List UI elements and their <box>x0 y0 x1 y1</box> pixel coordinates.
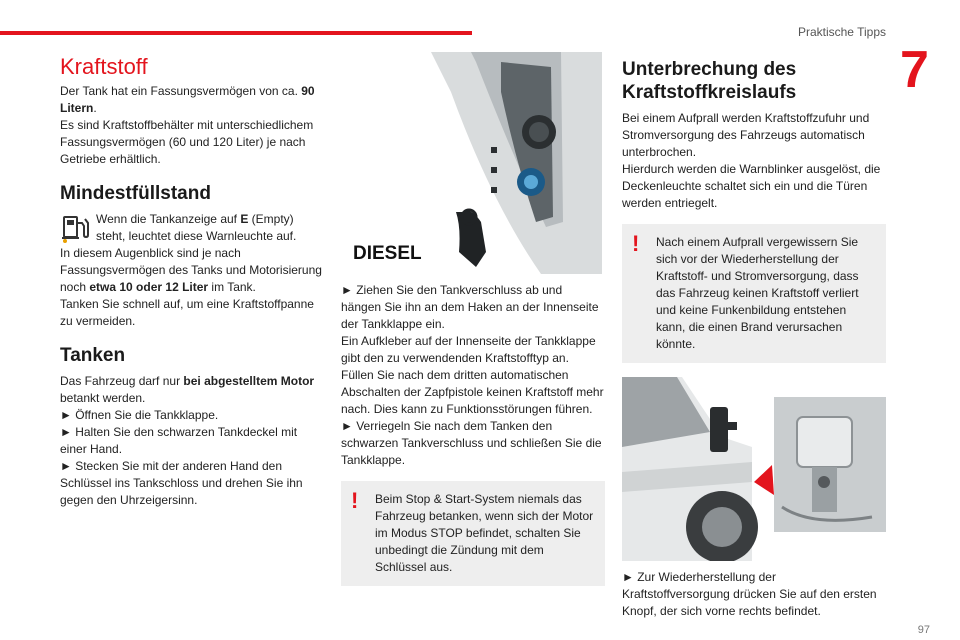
tanken-step-1: ► Öffnen Sie die Tankklappe. <box>60 408 219 422</box>
page-number: 97 <box>917 624 930 636</box>
column-right <box>622 58 886 620</box>
section-title-unterbrechung: Unterbrechung des Kraftstoffkreislaufs <box>622 59 797 103</box>
section-title-kraftstoff: Kraftstoff <box>60 54 148 79</box>
text-block-2: Hierdurch werden die Warnblinker ausgelöst, die Deckenleuchte schaltet sich ein und die Türen werden entriegelt. <box>622 162 881 210</box>
column-left <box>60 54 322 509</box>
warning-text: Beim Stop & Start-System niemals das Fahrzeug betanken, wenn sich der Motor im Modus STOP befindet, schalten Sie unbedingt die Zündung mit dem Schlüssel aus. <box>375 492 594 574</box>
header-accent-bar <box>0 31 472 35</box>
min-level-text-2: In diesem Augenblick sind je nach Fassungsvermögen des Tanks und Motorisierung noch etwa 10 oder 12 Liter im Tank. <box>60 246 322 294</box>
text-block-3: ► Zur Wiederherstellung der Kraftstoffversorgung drücken Sie auf den ersten Knopf, der sich vorne rechts befindet. <box>622 570 877 618</box>
diesel-label: DIESEL <box>353 243 422 264</box>
fuel-flap-illustration <box>341 52 602 274</box>
intro-text: Der Tank hat ein Fassungsvermögen von ca. 90 Litern. <box>60 84 315 115</box>
text-block-4: ► Verriegeln Sie nach dem Tanken den schwarzen Tankverschluss und schließen Sie die Tankklappe. <box>341 419 602 467</box>
text-block-3: Füllen Sie nach dem dritten automatischen Abschalten der Zapfpistole keinen Kraftstoff mehr nach. Dies kann zu Funktionsstörungen führen. <box>341 368 604 416</box>
warning-exclamation-icon: ! <box>351 488 359 513</box>
text-block-2: Ein Aufkleber auf der Innenseite der Tankklappe gibt den zu verwendenden Kraftstofftyp an. <box>341 334 596 365</box>
van-photo <box>622 377 886 561</box>
fuel-warning-row <box>60 211 322 245</box>
warning-box-crash <box>622 224 886 363</box>
intro-text-2: Es sind Kraftstoffbehälter mit unterschiedlichem Fassungsvermögen (60 und 120 Liter) je nach Getriebe erhältlich. <box>60 118 314 166</box>
section-title-tanken: Tanken <box>60 345 126 366</box>
section-title-mindestfuellstand: Mindestfüllstand <box>60 183 211 204</box>
tanken-text: Das Fahrzeug darf nur bei abgestelltem Motor betankt werden. <box>60 374 315 405</box>
warning-box-stop-start <box>341 481 605 586</box>
text-block-1: Bei einem Aufprall werden Kraftstoffzufuhr und Stromversorgung des Fahrzeugs automatisch unterbrochen. <box>622 111 870 159</box>
min-level-text-3: Tanken Sie schnell auf, um eine Kraftstoffpanne zu vermeiden. <box>60 297 314 328</box>
warning-exclamation-icon: ! <box>632 231 640 256</box>
chapter-number: 7 <box>900 41 929 99</box>
header-section-title: Praktische Tipps <box>797 25 886 39</box>
warning-text: Nach einem Aufprall vergewissern Sie sich vor der Wiederherstellung der Kraftstoff- und Stromversorgung, dass das Fahrzeug keinen Kraftstoff verliert und keine Funkenbildung entstehen kann, die einen Brand verursachen könnte. <box>656 235 859 351</box>
min-level-text: Wenn die Tankanzeige auf E (Empty) steht, leuchtet diese Warnleuchte auf. <box>96 212 297 243</box>
fuel-flap-photo <box>341 52 602 274</box>
tanken-step-2: ► Halten Sie den schwarzen Tankdeckel mit einer Hand. <box>60 425 298 456</box>
column-middle <box>341 52 605 586</box>
fuel-pump-icon <box>60 211 92 243</box>
van-illustration <box>622 377 886 561</box>
tanken-step-3: ► Stecken Sie mit der anderen Hand den Schlüssel ins Tankschloss und drehen Sie ihn gegen den Uhrzeigersinn. <box>60 459 303 507</box>
text-block-1: ► Ziehen Sie den Tankverschluss ab und hängen Sie ihn an dem Haken an der Innenseite der Tankklappe ein. <box>341 283 599 331</box>
